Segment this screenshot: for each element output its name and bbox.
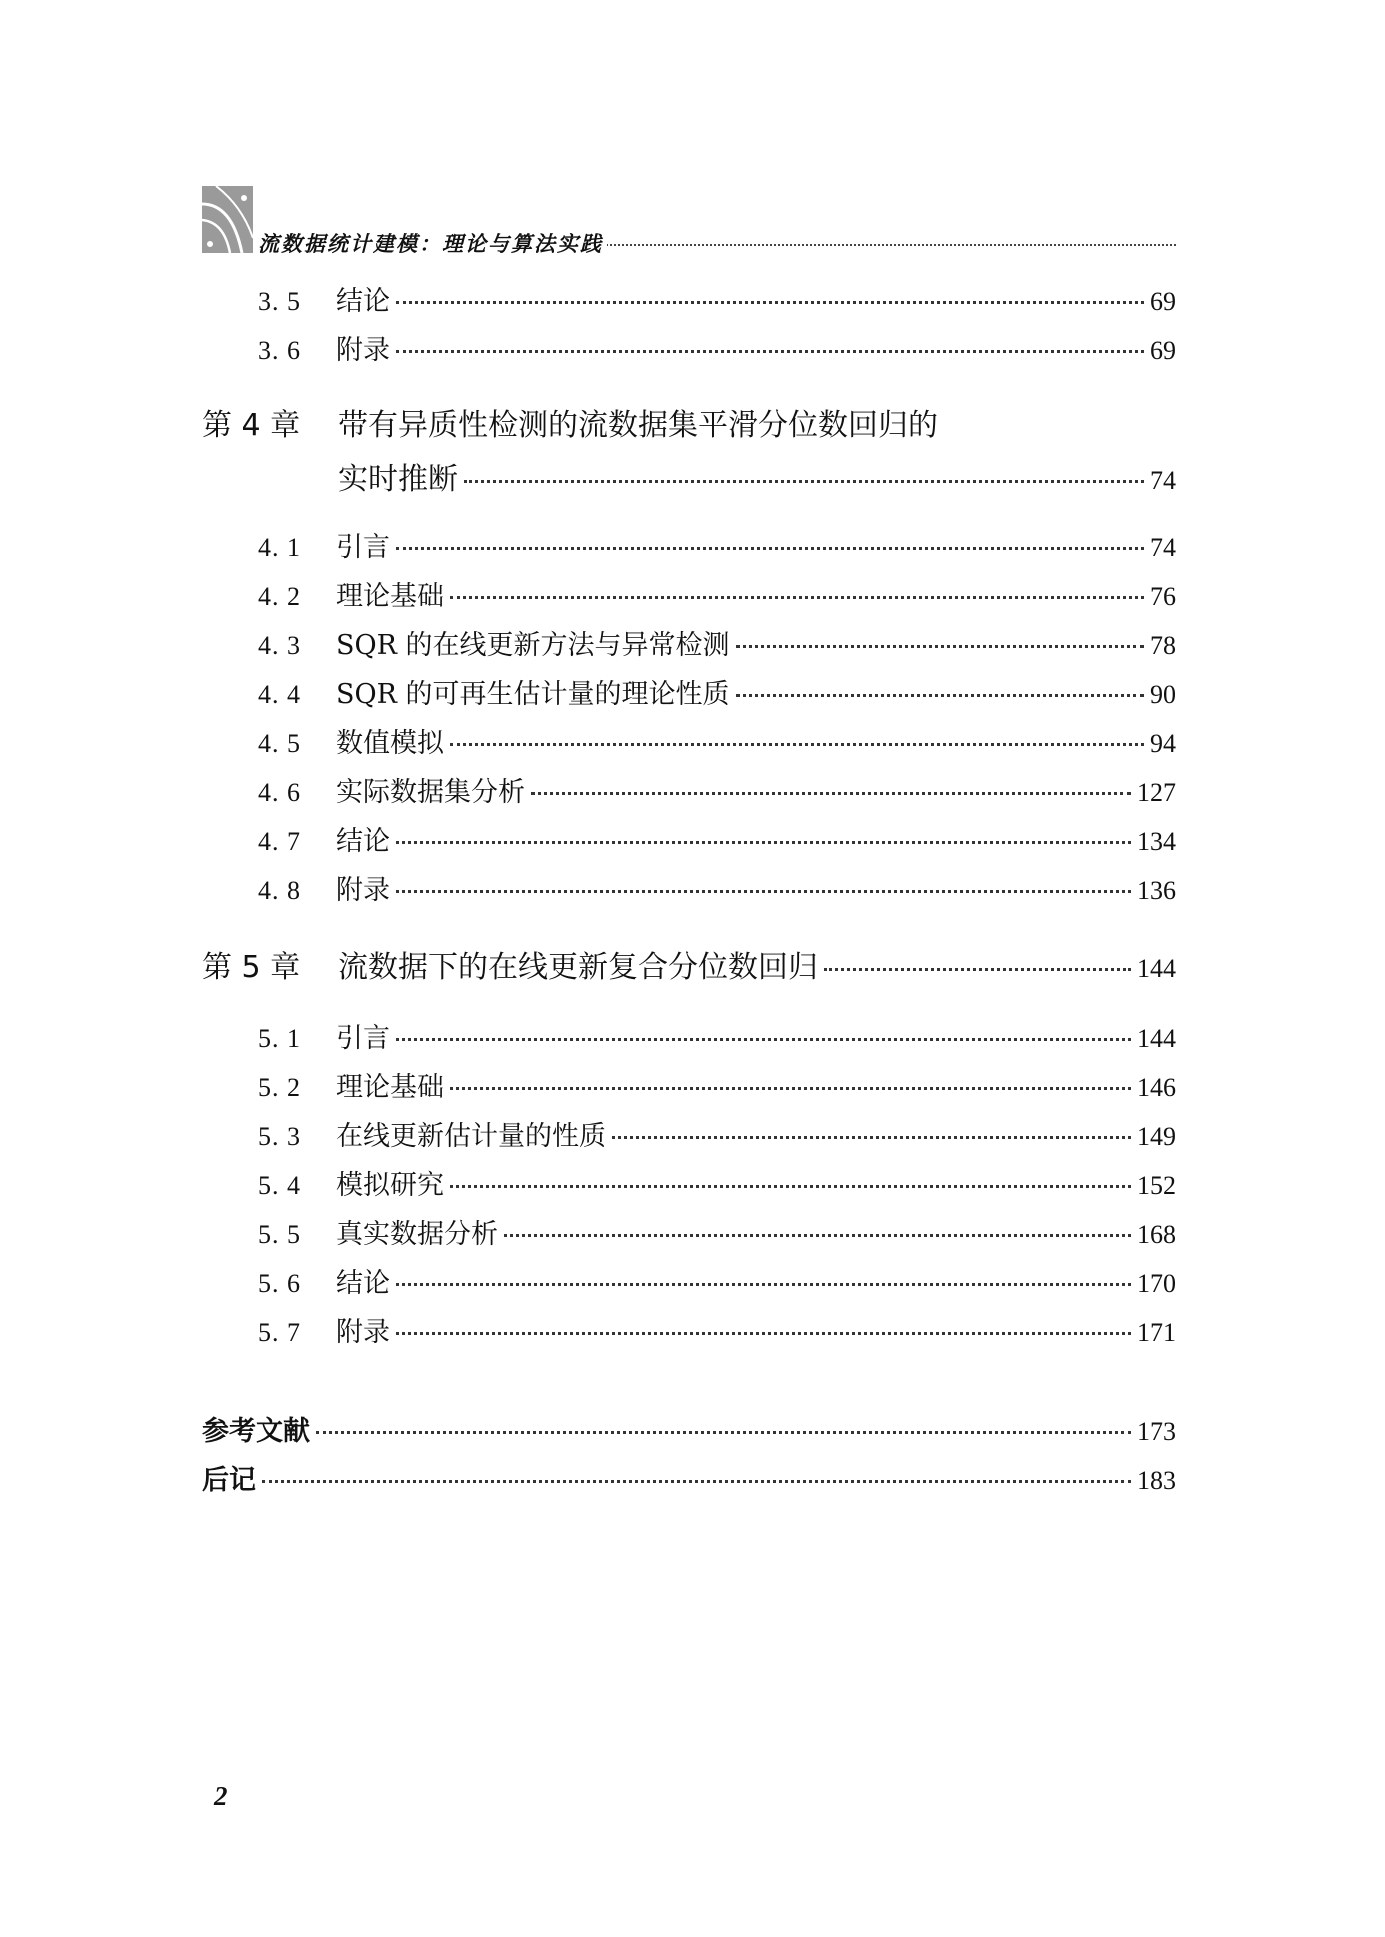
toc-entry-4-7[interactable] — [258, 819, 1176, 857]
toc-entry-5-5[interactable] — [258, 1212, 1176, 1250]
dot-leader — [450, 1185, 1131, 1188]
chapter-title-line1: 带有异质性检测的流数据集平滑分位数回归的 — [338, 408, 938, 443]
section-number: 4. 4 — [258, 680, 301, 709]
toc-entry-4-4[interactable] — [258, 672, 1176, 710]
page-number: 74 — [1150, 533, 1176, 562]
toc-chapter-5[interactable] — [202, 942, 1176, 985]
section-title: 实际数据集分析 — [336, 777, 525, 808]
toc-entry-4-6[interactable] — [258, 770, 1176, 808]
section-title: 引言 — [336, 532, 390, 563]
dot-leader — [396, 350, 1144, 353]
toc-entry-4-2[interactable] — [258, 574, 1176, 612]
page-number: 168 — [1137, 1220, 1176, 1249]
dot-leader — [262, 1480, 1131, 1483]
section-number: 4. 8 — [258, 876, 301, 905]
toc-entry-3-6[interactable] — [258, 328, 1176, 366]
page-folio: 2 — [214, 1781, 228, 1811]
page-number: 152 — [1137, 1171, 1176, 1200]
page-number: 127 — [1137, 778, 1176, 807]
toc-entry-5-2[interactable] — [258, 1065, 1176, 1103]
toc-entry-5-3[interactable] — [258, 1114, 1176, 1152]
toc-entry-3-5[interactable] — [258, 279, 1176, 317]
toc-chapter-4-heading[interactable] — [202, 400, 1176, 443]
section-number: 4. 3 — [258, 631, 301, 660]
page-number: 69 — [1150, 287, 1176, 316]
section-title: 引言 — [336, 1023, 390, 1054]
section-number: 4. 2 — [258, 582, 301, 611]
page-number: 171 — [1137, 1318, 1176, 1347]
chapter-label: 第 5 章 — [202, 950, 301, 985]
section-number: 4. 7 — [258, 827, 301, 856]
dot-leader — [736, 645, 1144, 648]
page-number: 74 — [1150, 466, 1176, 495]
section-title: 真实数据分析 — [336, 1219, 498, 1250]
page-number: 170 — [1137, 1269, 1176, 1298]
section-title: SQR 的在线更新方法与异常检测 — [336, 630, 730, 661]
toc-entry-4-5[interactable] — [258, 721, 1176, 759]
dot-leader — [450, 1087, 1131, 1090]
toc-entry-4-3[interactable] — [258, 623, 1176, 661]
postscript-title: 后记 — [202, 1465, 256, 1496]
book-logo-icon — [202, 186, 253, 253]
section-title: 数值模拟 — [336, 728, 444, 759]
toc-entry-5-1[interactable] — [258, 1016, 1176, 1054]
dot-leader — [612, 1136, 1131, 1139]
dot-leader — [316, 1431, 1131, 1434]
dot-leader — [396, 547, 1144, 550]
running-header — [202, 186, 1176, 258]
toc-postscript[interactable] — [202, 1458, 1176, 1496]
dot-leader — [396, 1283, 1131, 1286]
section-title: 理论基础 — [336, 581, 444, 612]
section-title: 结论 — [336, 826, 390, 857]
dot-leader — [824, 968, 1131, 971]
section-number: 5. 1 — [258, 1024, 301, 1053]
dot-leader — [396, 1332, 1131, 1335]
page-number: 144 — [1137, 954, 1176, 983]
section-title: 附录 — [336, 1317, 390, 1348]
page-number: 144 — [1137, 1024, 1176, 1053]
section-title: 结论 — [336, 1268, 390, 1299]
page-number: 183 — [1137, 1466, 1176, 1495]
section-title: 附录 — [336, 335, 390, 366]
chapter-label: 第 4 章 — [202, 408, 301, 443]
section-number: 5. 5 — [258, 1220, 301, 1249]
toc-entry-5-4[interactable] — [258, 1163, 1176, 1201]
dot-leader — [464, 480, 1144, 483]
section-title: SQR 的可再生估计量的理论性质 — [336, 679, 730, 710]
page-number: 94 — [1150, 729, 1176, 758]
toc-references[interactable] — [202, 1409, 1176, 1447]
chapter-title-line2: 实时推断 — [338, 462, 458, 497]
section-title: 理论基础 — [336, 1072, 444, 1103]
section-title: 模拟研究 — [336, 1170, 444, 1201]
section-number: 5. 3 — [258, 1122, 301, 1151]
toc-chapter-4[interactable] — [338, 454, 1176, 497]
page-number: 136 — [1137, 876, 1176, 905]
dot-leader — [450, 743, 1144, 746]
toc-entry-5-6[interactable] — [258, 1261, 1176, 1299]
page-number: 173 — [1137, 1417, 1176, 1446]
page-number: 149 — [1137, 1122, 1176, 1151]
dot-leader — [531, 792, 1131, 795]
references-title: 参考文献 — [202, 1416, 310, 1447]
dot-leader — [504, 1234, 1131, 1237]
dot-leader — [736, 694, 1144, 697]
dot-leader — [450, 596, 1144, 599]
section-title: 在线更新估计量的性质 — [336, 1121, 606, 1152]
dot-leader — [396, 301, 1144, 304]
chapter-title: 流数据下的在线更新复合分位数回归 — [338, 950, 818, 985]
section-number: 4. 6 — [258, 778, 301, 807]
dot-leader — [396, 890, 1131, 893]
section-number: 5. 4 — [258, 1171, 301, 1200]
page-number: 134 — [1137, 827, 1176, 856]
page-number: 69 — [1150, 336, 1176, 365]
section-title: 附录 — [336, 875, 390, 906]
page-number: 90 — [1150, 680, 1176, 709]
section-number: 5. 2 — [258, 1073, 301, 1102]
section-number: 4. 5 — [258, 729, 301, 758]
section-number: 4. 1 — [258, 533, 301, 562]
toc-entry-5-7[interactable] — [258, 1310, 1176, 1348]
toc-entry-4-8[interactable] — [258, 868, 1176, 906]
section-title: 结论 — [336, 286, 390, 317]
dot-leader — [396, 1038, 1131, 1041]
dot-leader — [396, 841, 1131, 844]
toc-entry-4-1[interactable] — [258, 525, 1176, 563]
page-number: 78 — [1150, 631, 1176, 660]
page-number: 76 — [1150, 582, 1176, 611]
section-number: 3. 5 — [258, 287, 301, 316]
book-title: 流数据统计建模：理论与算法实践 — [258, 228, 607, 258]
section-number: 3. 6 — [258, 336, 301, 365]
section-number: 5. 7 — [258, 1318, 301, 1347]
page-number: 146 — [1137, 1073, 1176, 1102]
section-number: 5. 6 — [258, 1269, 301, 1298]
